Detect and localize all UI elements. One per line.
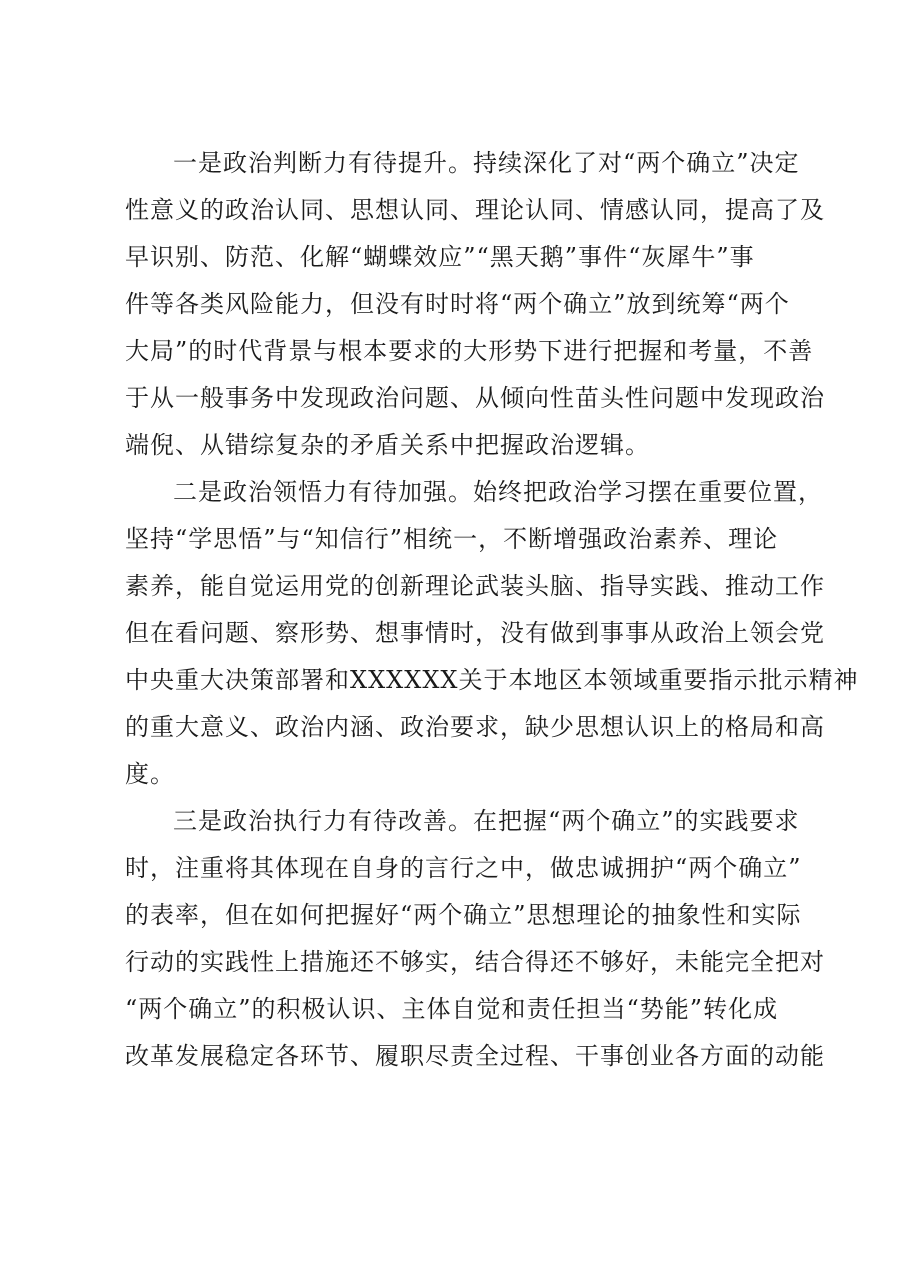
text-line: 改革发展稳定各环节、履职尽责全过程、干事创业各方面的动能 bbox=[125, 1042, 825, 1070]
text-line: 中央重大决策部署和XXXXXX关于本地区本领域重要指示批示精神 bbox=[125, 666, 859, 694]
paragraph-political-execution bbox=[125, 798, 825, 1080]
text-line: 端倪、从错综复杂的矛盾关系中把握政治逻辑。 bbox=[125, 431, 650, 459]
text-line: 的重大意义、政治内涵、政治要求，缺少思想认识上的格局和高 bbox=[125, 713, 825, 741]
text-line: 件等各类风险能力，但没有时时将“两个确立”放到统筹“两个 bbox=[125, 290, 790, 318]
text-line: 早识别、防范、化解“蝴蝶效应”“黑天鹅”事件“灰犀牛”事 bbox=[125, 243, 755, 271]
paragraph-political-judgment bbox=[125, 140, 825, 469]
document-body bbox=[125, 140, 859, 1080]
text-line: 度。 bbox=[125, 760, 175, 788]
text-line: 时，注重将其体现在自身的言行之中，做忠诚拥护“两个确立” bbox=[125, 854, 802, 882]
text-line: 一是政治判断力有待提升。持续深化了对“两个确立”决定 bbox=[173, 149, 800, 177]
text-line: 坚持“学思悟”与“知信行”相统一，不断增强政治素养、理论 bbox=[125, 525, 779, 553]
paragraph-political-understanding bbox=[125, 469, 859, 798]
text-line: 但在看问题、察形势、想事情时，没有做到事事从政治上领会党 bbox=[125, 619, 825, 647]
text-line: 的表率，但在如何把握好“两个确立”思想理论的抽象性和实际 bbox=[125, 901, 802, 929]
text-line: 大局”的时代背景与根本要求的大形势下进行把握和考量，不善 bbox=[125, 337, 814, 365]
text-line: “两个确立”的积极认识、主体自觉和责任担当“势能”转化成 bbox=[125, 995, 779, 1023]
text-line: 性意义的政治认同、思想认同、理论认同、情感认同，提高了及 bbox=[125, 196, 825, 224]
text-line: 行动的实践性上措施还不够实，结合得还不够好，未能完全把对 bbox=[125, 948, 825, 976]
text-line: 三是政治执行力有待改善。在把握“两个确立”的实践要求 bbox=[173, 807, 800, 835]
text-line: 二是政治领悟力有待加强。始终把政治学习摆在重要位置， bbox=[173, 478, 823, 506]
text-line: 于从一般事务中发现政治问题、从倾向性苗头性问题中发现政治 bbox=[125, 384, 825, 412]
text-line: 素养，能自觉运用党的创新理论武装头脑、指导实践、推动工作 bbox=[125, 572, 825, 600]
